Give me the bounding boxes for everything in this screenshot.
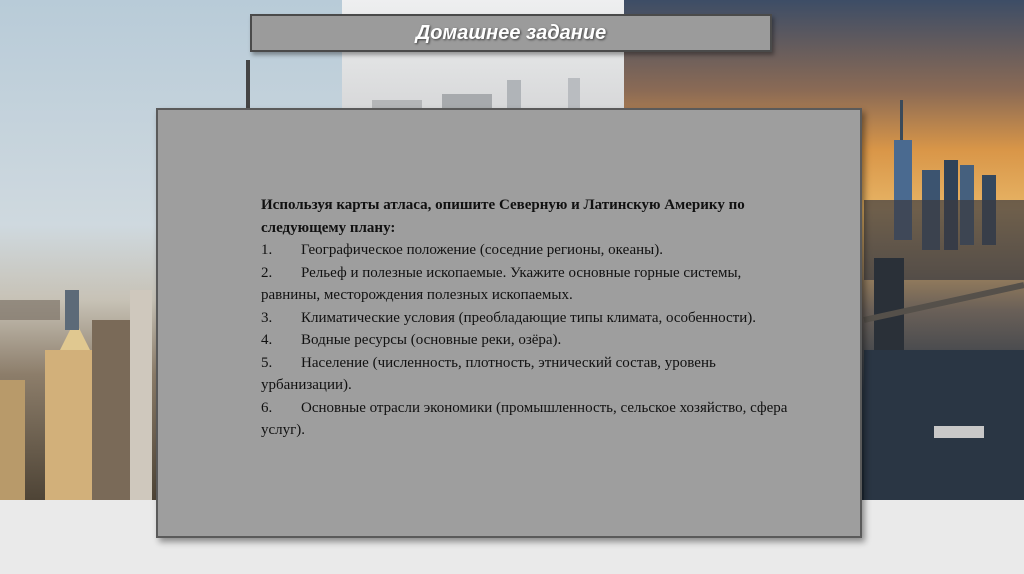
list-item-text: Основные отрасли экономики (промышленность, сельское хозяйство, сфера услуг). (261, 399, 788, 438)
list-item-number: 1. (261, 242, 273, 258)
list-item (261, 397, 801, 442)
list-item (261, 329, 801, 352)
list-item-number: 5. (261, 354, 273, 371)
list-item-text: Географическое положение (соседние регионы, океаны). (301, 242, 663, 258)
list-item (261, 262, 801, 307)
list-item-text: Население (численность, плотность, этнический состав, уровень урбанизации). (261, 354, 716, 393)
homework-panel (156, 108, 862, 538)
list-item-number: 4. (261, 332, 273, 348)
list-item-number: 6. (261, 399, 273, 416)
page-title: Домашнее задание (415, 21, 607, 44)
homework-intro: Используя карты атласа, опишите Северную и Латинскую Америку по следующему плану: (261, 197, 745, 236)
list-item (261, 307, 801, 330)
title-bar (250, 14, 772, 52)
list-item (261, 352, 801, 397)
list-item-text: Климатические условия (преобладающие типы климата, особенности). (301, 309, 757, 326)
list-item-number: 3. (261, 309, 273, 326)
list-item-number: 2. (261, 264, 273, 281)
list-item-text: Водные ресурсы (основные реки, озёра). (301, 332, 562, 348)
list-item-text: Рельеф и полезные ископаемые. Укажите основные горные системы, равнины, месторождения полезных ископаемых. (261, 264, 742, 303)
homework-content (261, 194, 801, 442)
list-item (261, 239, 801, 262)
